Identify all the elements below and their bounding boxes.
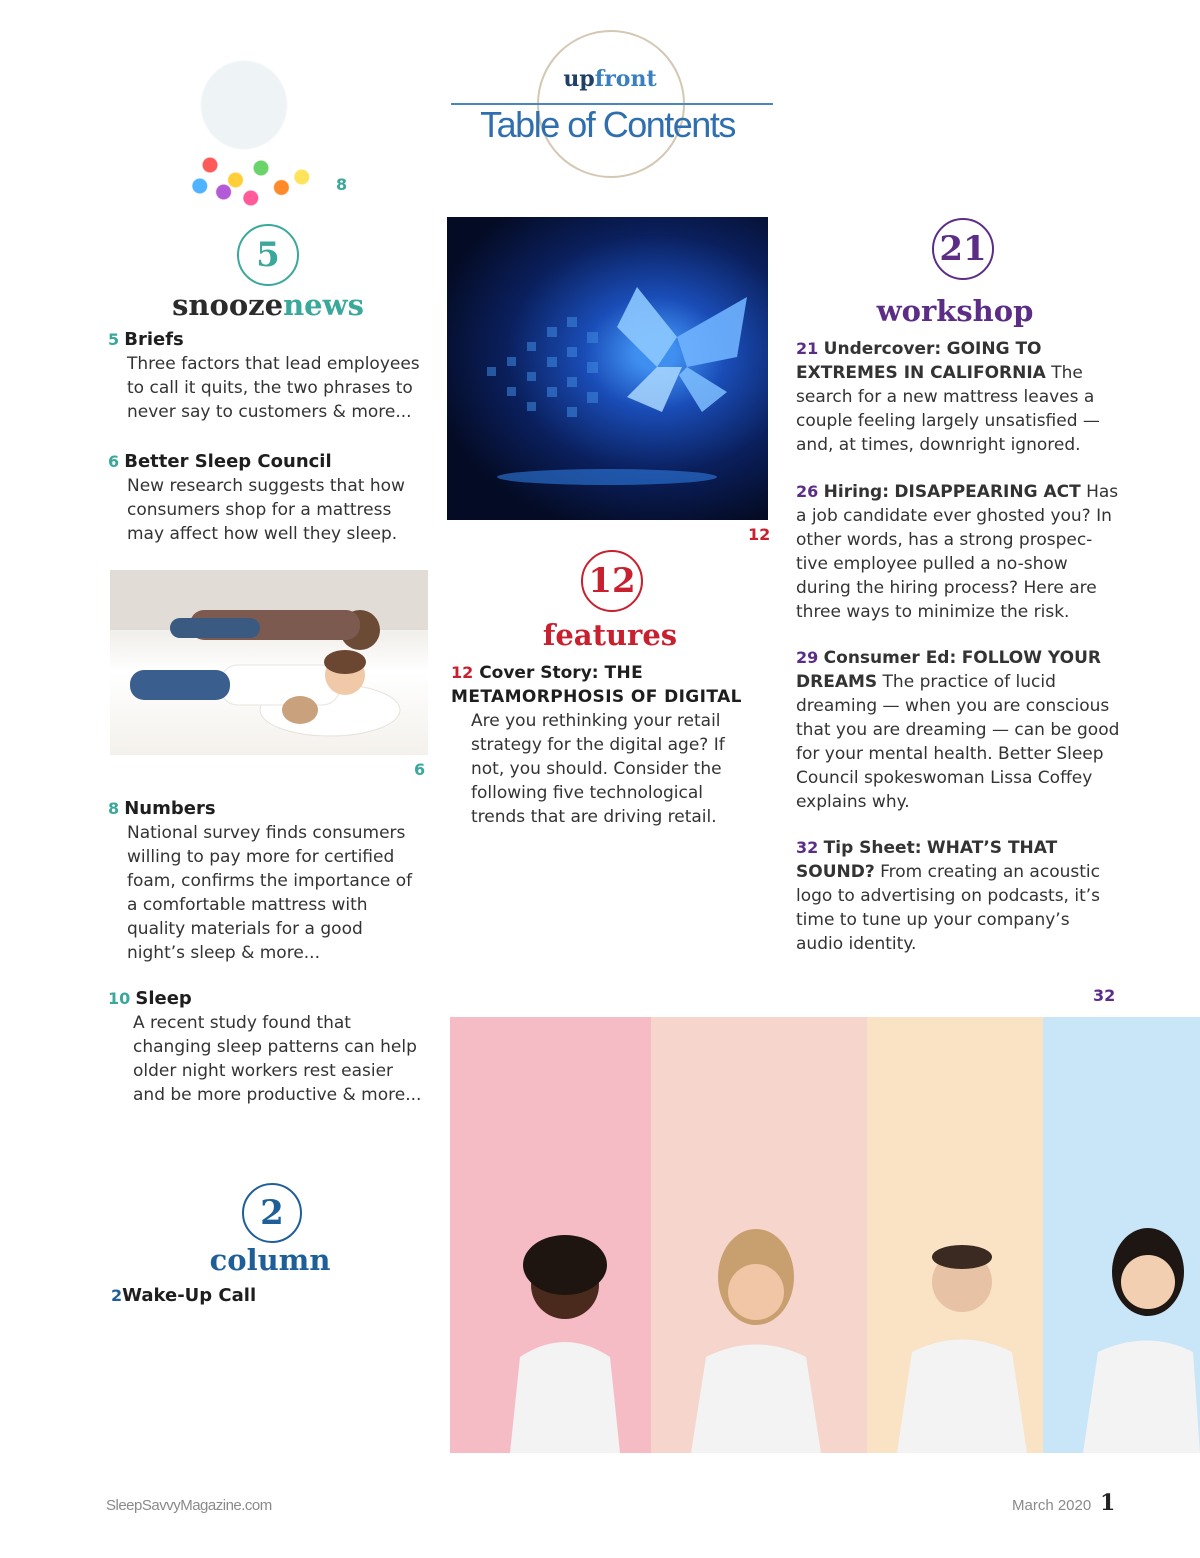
people-listening-photo (450, 1017, 1200, 1453)
section-badge-workshop: 21 (932, 218, 994, 280)
photo-panel (867, 1017, 1043, 1453)
photo-page-ref: 32 (1093, 986, 1116, 1005)
section-title-features: features (542, 618, 678, 652)
section-title-workshop: workshop (876, 294, 1034, 328)
digital-butterfly-photo (447, 217, 768, 520)
jellybeans-photo (176, 60, 346, 210)
section-kicker: upfront (563, 66, 657, 92)
kids-sleeping-photo (110, 570, 428, 755)
section-title-column: column (209, 1243, 331, 1277)
photo-page-ref: 8 (336, 175, 348, 194)
list-item: 6 Better Sleep Council New research suggests that how consumers shop for a mattress may affect how well they sleep. (108, 451, 405, 544)
page-number: 1 (1100, 1490, 1116, 1516)
section-badge-column: 2 (242, 1183, 302, 1243)
list-item: 8 Numbers National survey finds consumers willing to pay more for certified foam, confirms the importance of a comfortable mattress with quality materials for a good night’s sleep & more... (108, 798, 413, 963)
list-item: 26 Hiring: DISAPPEARING ACT Has a job candidate ever ghosted you? In other words, has a strong prospec-tive employee pulled a no-show during the hiring process? Here are three ways to minimize the risk. (796, 482, 1119, 622)
footer-issue: March 2020 (1012, 1497, 1092, 1514)
photo-panel (651, 1017, 867, 1453)
photo-panel (450, 1017, 651, 1453)
list-item: 5 Briefs Three factors that lead employees to call it quits, the two phrases to never say to customers & more... (108, 329, 420, 422)
page-title: Table of Contents (480, 104, 735, 145)
list-item: 10 Sleep A recent study found that changing sleep patterns can help older night workers rest easier and be more productive & more... (108, 988, 422, 1105)
list-item: 21 Undercover: GOING TO EXTREMES IN CALIFORNIA The search for a new mattress leaves a couple feeling largely unsatisfied — and, at times, downright ignored. (796, 339, 1100, 455)
footer-site: SleepSavvyMagazine.com (106, 1497, 272, 1514)
section-badge-snooze: 5 (237, 224, 299, 286)
list-item: 12 Cover Story: THE METAMORPHOSIS OF DIGITAL Are you rethinking your retail strategy for the digital age? If not, you should. Consider the following five technological trends that are driving retail. (451, 663, 742, 827)
list-item: 29 Consumer Ed: FOLLOW YOUR DREAMS The practice of lucid dreaming — when you are conscious that you are dreaming — can be good for your mental health. Better Sleep Council spokeswoman Lissa Coffey explains why. (796, 648, 1120, 812)
list-item: 32 Tip Sheet: WHAT’S THAT SOUND? From creating an acoustic logo to advertising on podcasts, it’s time to tune up your company’s audio identity. (796, 838, 1101, 954)
section-title-snooze: snoozenews (172, 288, 364, 322)
list-item: 2Wake-Up Call (111, 1285, 257, 1306)
photo-page-ref: 12 (748, 525, 771, 544)
section-badge-features: 12 (581, 550, 643, 612)
photo-panel (1043, 1017, 1200, 1453)
photo-page-ref: 6 (414, 760, 426, 779)
